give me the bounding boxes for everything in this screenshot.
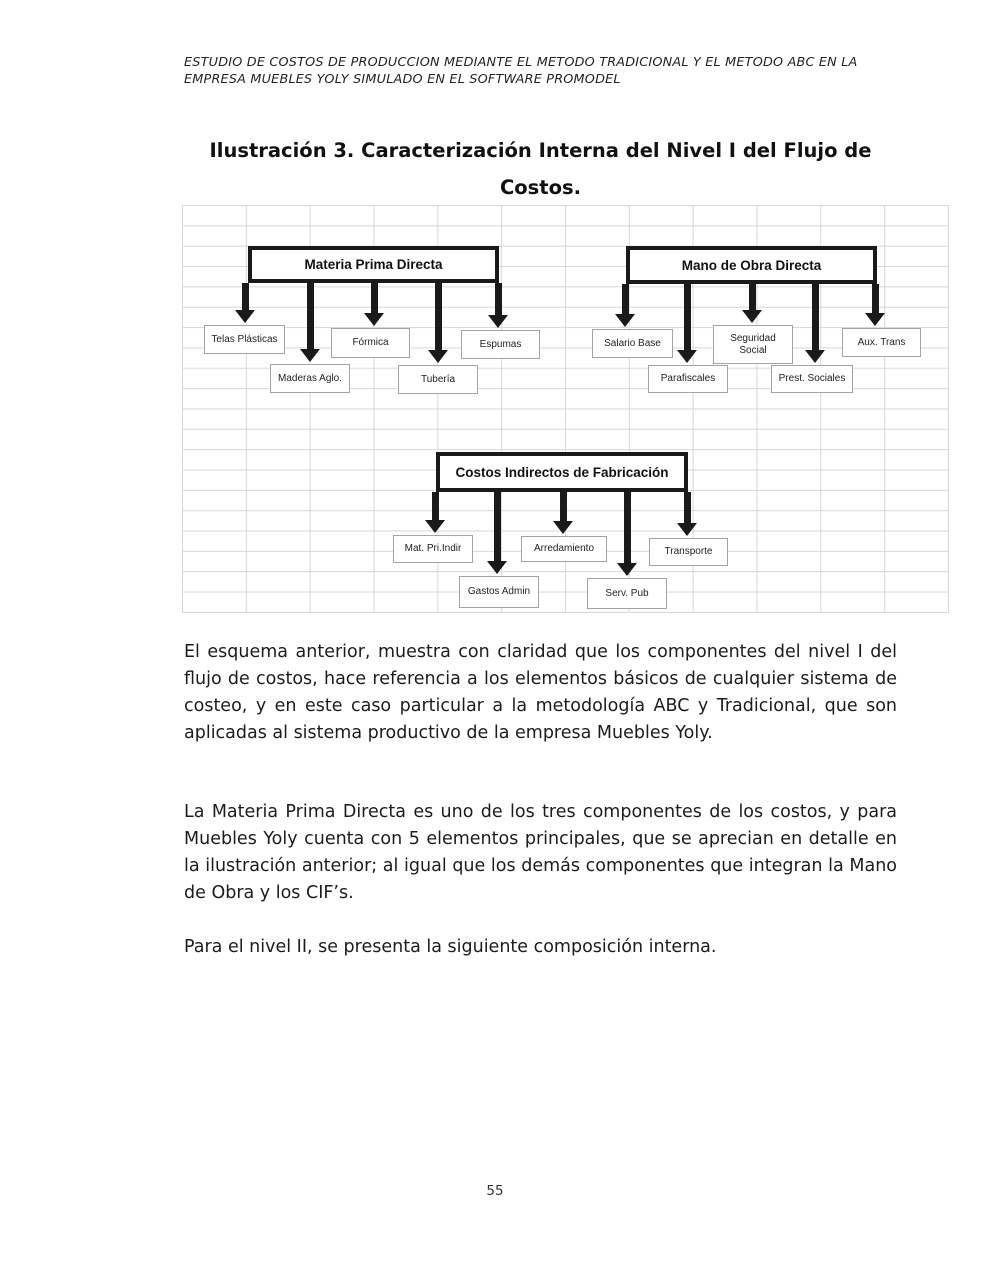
node-maderas-aglo-label: Maderas Aglo. xyxy=(278,372,342,384)
node-seguridad-social-label: Seguridad Social xyxy=(730,332,776,356)
node-tuberia-label: Tubería xyxy=(420,373,456,385)
arrow-to-telas-plasticas xyxy=(242,283,249,311)
arrow-to-salario-base xyxy=(622,284,629,315)
node-prest-sociales xyxy=(771,365,853,393)
running-header-line2: EMPRESA MUEBLES YOLY SIMULADO EN EL SOFTWARE PROMODEL xyxy=(184,72,621,87)
costos-indirectos-box xyxy=(436,452,688,492)
figure-title xyxy=(184,132,897,206)
running-header-line1: ESTUDIO DE COSTOS DE PRODUCCION MEDIANTE EL METODO TRADICIONAL Y EL METODO ABC EN LA xyxy=(184,55,858,70)
node-formica xyxy=(331,328,410,358)
mano-de-obra-directa-label: Mano de Obra Directa xyxy=(681,257,822,273)
arrow-to-gastos-admin xyxy=(494,492,501,562)
arrow-to-transporte xyxy=(684,492,691,524)
node-gastos-admin-label: Gastos Admin xyxy=(467,586,531,597)
arrow-to-seguridad-social xyxy=(749,284,756,311)
arrow-to-parafiscales xyxy=(684,284,691,351)
node-aux-trans-label: Aux. Trans xyxy=(857,336,906,348)
node-espumas xyxy=(461,330,540,359)
node-gastos-admin xyxy=(459,576,539,608)
mano-de-obra-directa-box xyxy=(626,246,877,284)
node-mat-pri-indir xyxy=(393,535,473,563)
arrow-to-aux-trans xyxy=(872,284,879,314)
node-serv-pub xyxy=(587,578,667,609)
figure-title-line2: Costos. xyxy=(499,176,582,199)
node-maderas-aglo xyxy=(270,364,350,393)
materia-prima-directa-label: Materia Prima Directa xyxy=(304,257,443,272)
arrow-to-formica xyxy=(371,283,378,314)
body-paragraph-3: Para el nivel II, se presenta la siguiente composición interna. xyxy=(184,937,717,957)
node-telas-plasticas xyxy=(204,325,285,354)
cost-flow-diagram xyxy=(182,205,949,613)
node-parafiscales xyxy=(648,365,728,393)
node-salario-base xyxy=(592,329,673,358)
node-serv-pub-label: Serv. Pub xyxy=(605,587,649,599)
node-mat-pri-indir-label: Mat. Pri.Indir xyxy=(404,543,462,554)
page-number: 55 xyxy=(486,1183,504,1199)
arrow-to-tuberia xyxy=(435,283,442,351)
costos-indirectos-label: Costos Indirectos de Fabricación xyxy=(455,464,669,480)
node-transporte xyxy=(649,538,728,566)
running-header xyxy=(184,54,897,88)
body-paragraph-2: La Materia Prima Directa es uno de los tres componentes de los costos, y para Muebles Yoly cuenta con 5 elementos principales, que se aprecian en detalle en la ilustración anterior; al igual que los demás componentes que integran la Mano de Obra y los CIF’s. xyxy=(184,802,897,903)
node-arredamiento xyxy=(521,536,607,562)
arrow-to-espumas xyxy=(495,283,502,316)
arrow-to-arredamiento xyxy=(560,492,567,522)
node-transporte-label: Transporte xyxy=(664,546,713,557)
node-formica-label: Fórmica xyxy=(352,337,389,348)
node-prest-sociales-label: Prest. Sociales xyxy=(778,373,846,384)
node-aux-trans xyxy=(842,328,921,357)
body-paragraph-1: El esquema anterior, muestra con claridad que los componentes del nivel I del flujo de costos, hace referencia a los elementos básicos de cualquier sistema de costeo, y en este caso particular a la metodología ABC y Tradicional, que son aplicadas al sistema productivo de la empresa Muebles Yoly. xyxy=(184,642,897,743)
arrow-to-serv-pub xyxy=(624,492,631,564)
arrow-to-mat-pri-indir xyxy=(432,492,439,521)
node-parafiscales-label: Parafiscales xyxy=(660,373,716,384)
node-arredamiento-label: Arredamiento xyxy=(533,543,595,554)
arrow-to-prest-sociales xyxy=(812,284,819,351)
materia-prima-directa-box xyxy=(248,246,499,283)
node-tuberia xyxy=(398,365,478,394)
node-espumas-label: Espumas xyxy=(479,338,522,350)
node-seguridad-social xyxy=(713,325,793,364)
figure-title-line1: Ilustración 3. Caracterización Interna del Nivel I del Flujo de xyxy=(209,139,872,162)
arrow-to-maderas-aglo xyxy=(307,283,314,350)
node-salario-base-label: Salario Base xyxy=(604,337,661,349)
node-telas-plasticas-label: Telas Plásticas xyxy=(211,333,278,345)
